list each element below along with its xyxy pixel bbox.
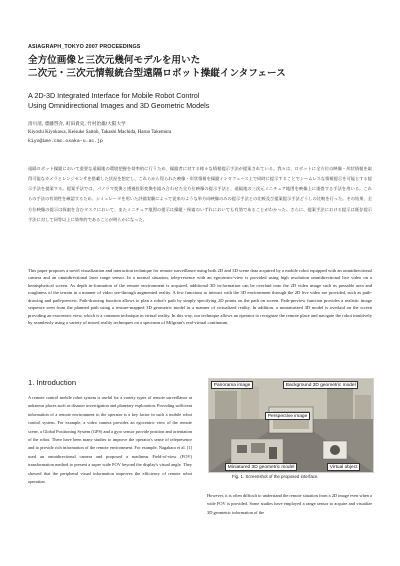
title-jp-line1: 全方位画像と三次元幾何モデルを用いた [28, 55, 201, 66]
introduction-text-right: However, it is often difficult to understand the remote situation from a 2D image even when a wide FOV is provided. Some studies have employed a range sensor to acquire and visualize 3D geometric information of the [207, 493, 372, 515]
authors-english: Kiyoshi Kiyokawa, Keisuke Saitoh, Takashi Machida, Haruo Takemura [28, 130, 172, 135]
label-perspective-image: Perspective image [265, 412, 310, 420]
figure-scene-image [209, 379, 373, 472]
title-en-line1: A 2D-3D Integrated Interface for Mobile Robot Control [28, 91, 200, 100]
authors-japanese: 清川清, 齋藤啓介, 町田貴史, 竹村治雄/大阪大学 [28, 122, 126, 127]
label-miniature-model: Miniatured 3D geometric model [225, 463, 297, 471]
title-en-line2: Using Omnidirectional Images and 3D Geometric Models [28, 101, 210, 111]
abstract-english: This paper proposes a novel visualization and interaction technique for remote surveillance using both 2D and 3D scene data acquired by a mobile robot equipped with an omnidirectional camera and an omnidirectional laser range sensor. In a normal situation, telep-resence with an egocentric-view is provided using high resolution omnidirectional live video on a hemispherical screen. As depth in-formation of the remote environment is acquired, additional 3D in-formation can be overlaid onto the 2D video image such as passable area and roughness of the terrain in a manner of video see-through augmented reality. A few functions to interact with the 3D environment through the 2D live video are provided, such as path-drawing and path-preview. Path-drawing function allows to plan a robot's path by simply specifying 2D points on the path on screen. Path-preview function provides a realistic image sequence seen from the planned path using a texture-mapped 3D geometric model in a manner of virtualized reality. In addition, a miniaturized 3D model is overlaid on the screen providing an exocentric view, which is a common technique in virtual reality. In this way, our technique allows an operator to recognize the remote place and navigate the robot intuitively by seamlessly using a variety of mixed reality techniques on a spectrum of Milgram's real-virtual continuum. [28, 268, 372, 326]
figure-interface-screenshot [208, 378, 374, 473]
figure-caption: Fig. 1. Screenshot of the proposed interface. [232, 474, 319, 479]
label-background-model: Background 3D geometric model [283, 381, 358, 389]
proceedings-header: ASIAGRAPH_TOKYO 2007 PROCEEDINGS [28, 44, 141, 50]
title-english [28, 91, 368, 111]
section-heading-introduction: 1. Introduction [28, 378, 77, 387]
abstract-japanese: 遠隔ロボット操縦において重要な遠隔地の環境把握を効率的に行うため、操縦者に対する様々な情報提示手法が提案されている。我々は、ロボットに全方位の映像・形状情報を取得可能なカメラとレンジセンサを搭載した状況を想定し、これらから得られた映像・形状情報を操縦インタフェース上で同時に提示することでシームレスな情報提示を可能とする提示手法を提案する。提案手法では、パノラマ変換と透視投影変換を組み合わせた全方位映像の提示手法と、遠隔地の三次元ミニチュア地図を映像上に重畳する手法を用いる。これらの手法の有効性を確認するため、シミュレータを用いた評価実験によって従来のような単方向映像のみの提示手法との比較及び提案提示手法どうしの比較を行った。その結果、全方位映像の提示は探索を含むタスクにおいて、またミニチュア地図の提示は操縦・探索のいずれにおいても有効であることがわかった。さらに、提案手法における提示は既存提示手法に対して同等以上に効率的であることが明らかになった。 [28, 167, 372, 223]
contact-email: kiyo@ime.cmc.osaka-u.ac.jp [28, 139, 103, 144]
title-japanese [28, 55, 368, 80]
introduction-text-left: A remote control mobile robot system is useful for a variety types of remote surveillance at unknown places such as disaster investigation and planetary exploration. Providing sufficient information of a remote environment to the operator is a key factor in such a mobile robot control system. For example, a video camera provides an egocentric view of the remote scene, a Global Positioning System (GPS) and a gyro sensor provide position and orientation of the robot. There have been many studies to improve the operator's sense of telepresence and to provide rich information of the remote environment. For example, Nagahara et al. [1] used an omnidirectional camera and proposed a nonlinear Field-of-view (FOV) transformation method to present a super wide FOV beyond the display's visual angle. They showed that the peripheral visual information improves the efficiency of remote robot operation. [28, 395, 192, 485]
label-panorama-image: Panorama image [211, 381, 253, 389]
label-virtual-object: Virtual object [327, 463, 360, 471]
title-jp-line2: 二次元・三次元情報統合型遠隔ロボット操縦インタフェース [28, 67, 286, 79]
